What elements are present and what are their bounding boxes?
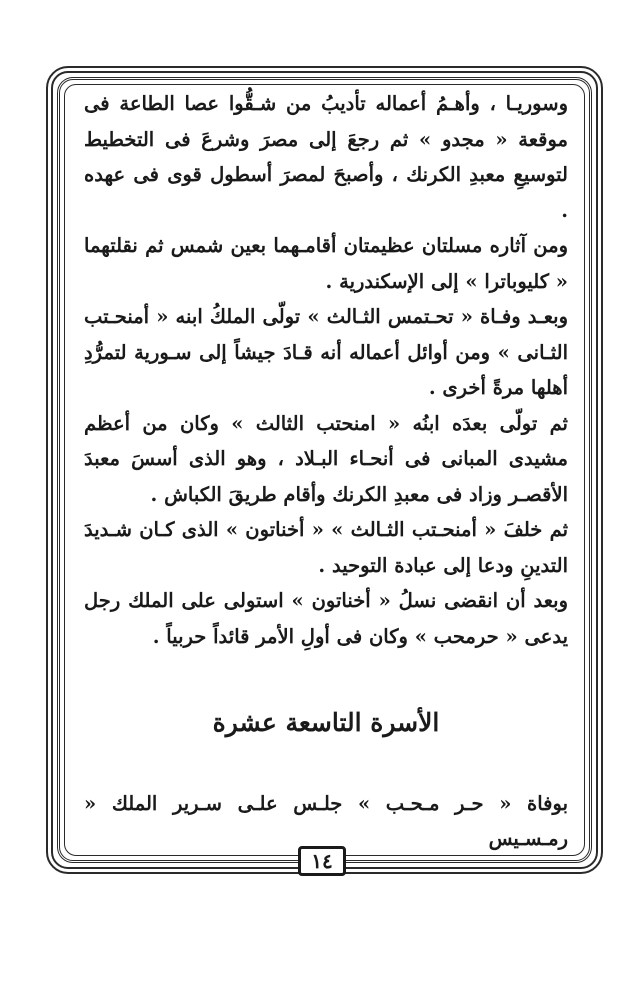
paragraph-4: ثم تولّى بعدَه ابنُه « امنحتب الثالث » وكان من أعظم مشيدى المبانى فى أنحـاء البـلاد ، وهو الذى أسسَ معبدَ الأقصـر وزاد فى معبدِ الكرنك وأقام طريقَ الكباش .	[84, 411, 568, 506]
paragraph-6: وبعد أن انقضى نسلُ « أخناتون » استولى على الملك رجل يدعى « حرمحب » وكان فى أولِ الأمر قائداً حربياً .	[84, 589, 568, 648]
paragraph-5: ثم خلفَ « أمنحـتب الثـالث » « أخناتون » الذى كـان شـديدَ التدينِ ودعا إلى عبادة التوحيد .	[84, 518, 568, 577]
paragraph-2: ومن آثاره مسلتان عظيمتان أقامـهما بعين شمس ثم نقلتهما « كليوباترا » إلى الإسكندرية .	[84, 234, 568, 293]
paragraph-1: وسوريـا ، وأهـمُ أعماله تأديبُ من شـقُّوا عصا الطاعة فى موقعة « مجدو » ثم رجعَ إلى مصرَ وشرعَ فى التخطيط لتوسيعِ معبدِ الكرنك ، وأصبحَ لمصرَ أسطول قوى فى عهده .	[84, 92, 568, 222]
closing-paragraph: بوفاة « حـر مـحـب » جلـس علـى سـرير الملك « رمـسـيس	[84, 792, 568, 850]
chapter-heading: الأسرة التاسعة عشرة	[212, 708, 440, 737]
page-number: ١٤	[298, 846, 346, 876]
paragraph-3: وبعـد وفـاة « تحـتمس الثـالث » تولّى الملكُ ابنه « أمنحـتب الثـانى » ومن أوائل أعماله أنه قـادَ جيشاً إلى سـورية لتمرُّدِ أهلها مرةً أخرى .	[84, 305, 568, 399]
page-body-text	[84, 86, 568, 654]
